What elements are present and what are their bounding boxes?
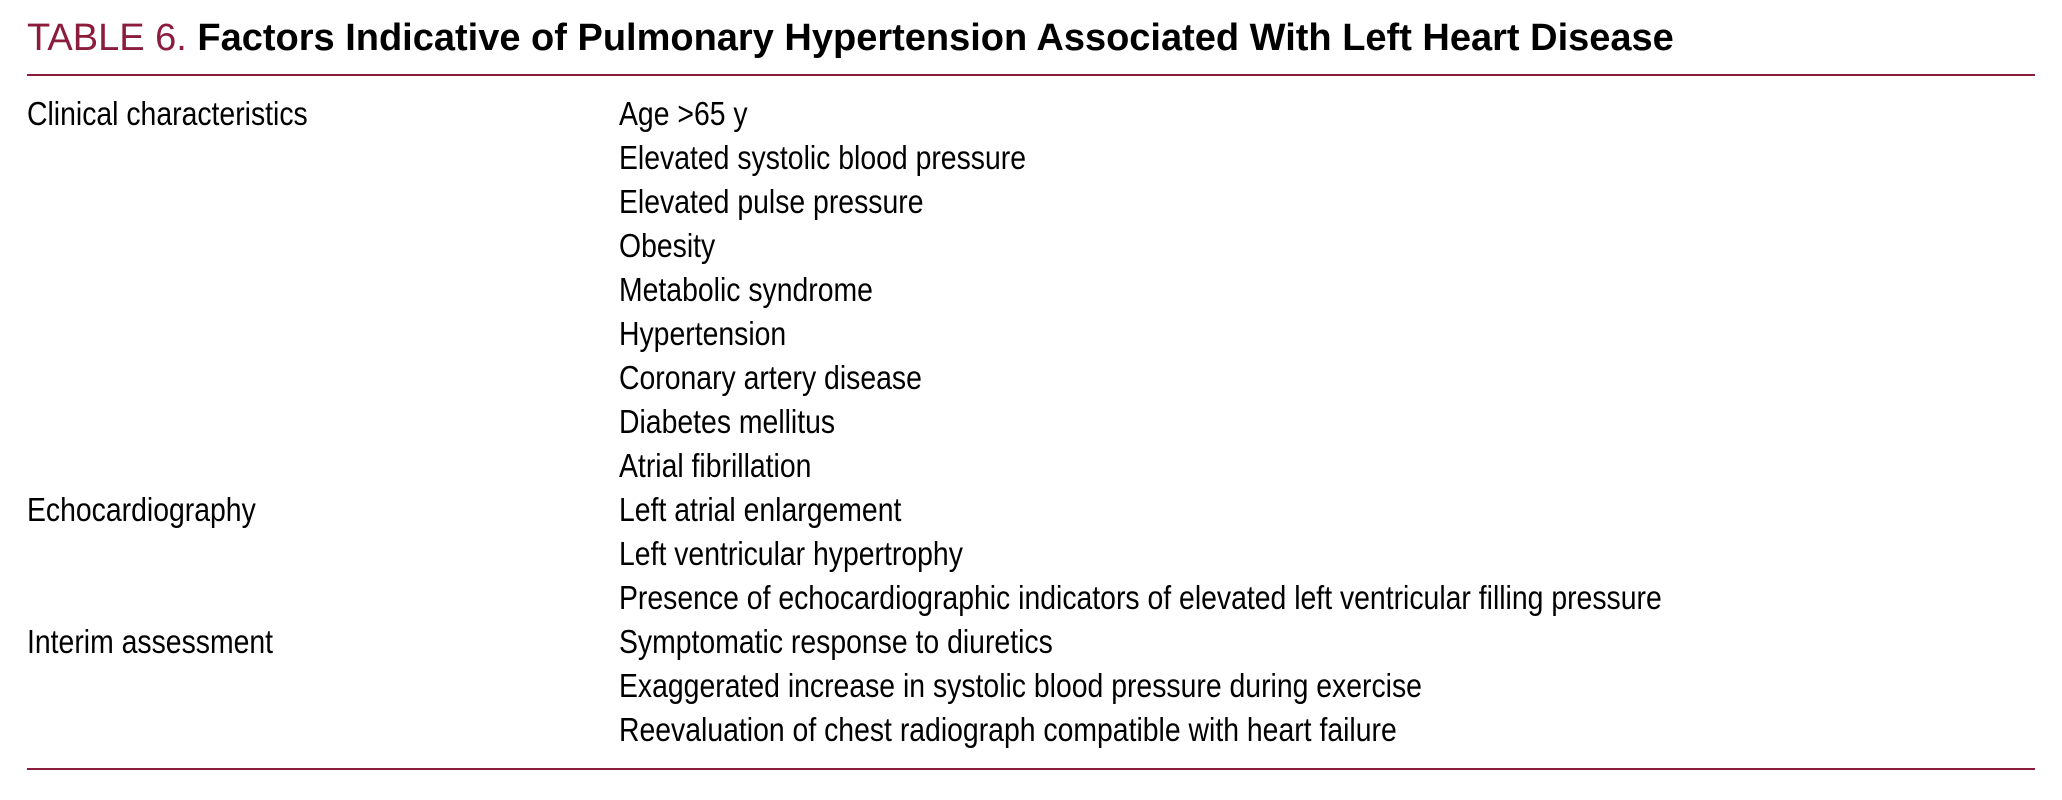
list-item: Reevaluation of chest radiograph compatible with heart failure: [619, 711, 1397, 748]
items-clinical-characteristics: [619, 92, 2035, 488]
items-echocardiography: [619, 488, 2035, 620]
list-item: Coronary artery disease: [619, 359, 922, 396]
top-divider: [27, 74, 2035, 76]
list-item: Left ventricular hypertrophy: [619, 535, 963, 572]
table-caption: [27, 14, 1674, 62]
table-number: TABLE 6.: [27, 17, 187, 59]
list-item: Left atrial enlargement: [619, 491, 902, 528]
list-item: Hypertension: [619, 315, 787, 352]
list-item: Obesity: [619, 227, 716, 264]
category-echocardiography: Echocardiography: [27, 491, 256, 528]
list-item: Metabolic syndrome: [619, 271, 873, 308]
bottom-divider: [27, 768, 2035, 770]
list-item: Symptomatic response to diuretics: [619, 623, 1053, 660]
table-row-group: [27, 620, 2035, 752]
category-interim-assessment: Interim assessment: [27, 623, 274, 660]
list-item: Presence of echocardiographic indicators of elevated left ventricular filling pressure: [619, 579, 1662, 616]
list-item: Age >65 y: [619, 95, 748, 132]
list-item: Diabetes mellitus: [619, 403, 836, 440]
list-item: Elevated pulse pressure: [619, 183, 924, 220]
list-item: Exaggerated increase in systolic blood pressure during exercise: [619, 667, 1422, 704]
list-item: Atrial fibrillation: [619, 447, 812, 484]
table-row-group: [27, 92, 2035, 488]
table-row-group: [27, 488, 2035, 620]
table-body: [27, 92, 2035, 752]
items-interim-assessment: [619, 620, 2035, 752]
list-item: Elevated systolic blood pressure: [619, 139, 1026, 176]
category-clinical-characteristics: Clinical characteristics: [27, 95, 308, 132]
table-title: Factors Indicative of Pulmonary Hypertension Associated With Left Heart Disease: [197, 17, 1674, 59]
